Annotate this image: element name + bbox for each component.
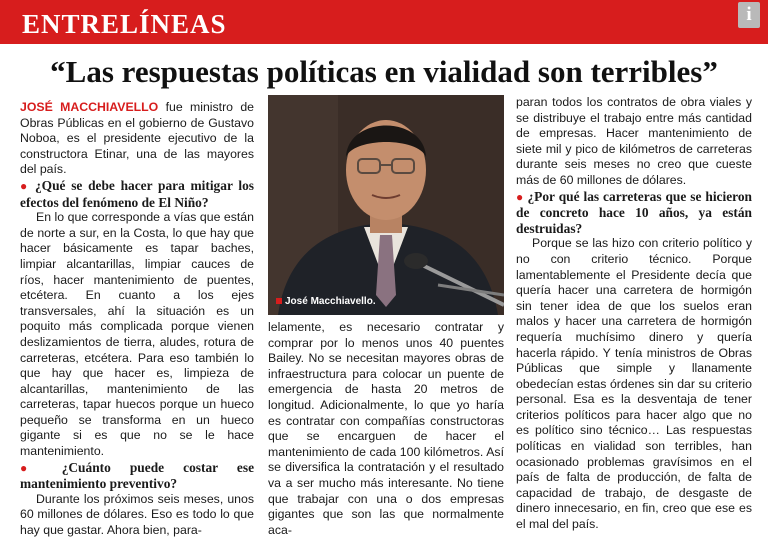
caption-square-icon	[276, 298, 282, 304]
question-3	[516, 189, 752, 237]
photo-caption-text: José Macchiavello.	[285, 296, 376, 307]
lead-paragraph	[20, 100, 254, 178]
section-title: ENTRELÍNEAS	[22, 9, 227, 39]
answer-2-part-2: lelamente, es necesario contratar y comprar por lo menos unos 40 puentes Bailey. No se necesitan mayores obras de infraestructura para colocar un puente de emergencia de hasta 20 metros de longitud. Adicionalmente, lo que yo haría es contratar con compañías constructoras que se encarguen de hacer el mantenimiento de cada 100 kilómetros. Así se diversifica la contratación y el resultado va a ser mucho más interesante. No tiene que trabajar con una o dos empresas gigantes que son las que normalmente aca-	[268, 320, 504, 537]
interviewee-name: JOSÉ MACCHIAVELLO	[20, 100, 159, 114]
question-2	[20, 460, 254, 492]
answer-2-part-3: paran todos los contratos de obra viales y se distribuye el trabajo entre más cantidad de empresas. Hacer mantenimiento de siete mil y pico de kilómetros de carreteras durante seis meses no creo que cueste más de 60 millones de dólares.	[516, 95, 752, 187]
bullet-icon: ●	[20, 460, 62, 475]
info-icon[interactable]: i	[738, 2, 760, 28]
bullet-icon: ●	[516, 189, 528, 204]
headline: “Las respuestas políticas en vialidad son terribles”	[50, 54, 718, 89]
photo-caption	[276, 296, 376, 307]
article-column-3	[516, 95, 752, 533]
question-1-text: ¿Qué se debe hacer para mitigar los efectos del fenómeno de El Niño?	[20, 177, 254, 210]
portrait-illustration	[268, 95, 504, 315]
article-column-1	[20, 100, 254, 539]
question-2-text: ¿Cuánto puede costar ese mantenimiento preventivo?	[20, 459, 255, 492]
bullet-icon: ●	[20, 178, 35, 193]
section-banner	[0, 0, 768, 44]
answer-2-part-1: Durante los próximos seis meses, unos 60 millones de dólares. Eso es todo lo que hay que gastar. Ahora bien, para-	[20, 491, 254, 538]
question-1	[20, 178, 254, 210]
answer-3: Porque se las hizo con criterio político y no con criterio técnico. Porque lamentablemente el Presidente decía que quería hacer una carretera de hormigón sin tener idea de que los suelos eran malos y hacer una carretera de hormigón requería muchísimo dinero y quería hacerla rápido. Y tenía ministros de Obras Públicas que simple y llanamente obedecían estas órdenes sin dar su criterio personal. Esa es la desventaja de tener criterios políticos para hacer algo que no es político sino técnico… Las respuestas políticas en vialidad son terribles, han ocasionado problemas gravísimos en el país de falta de producción, de falta de capacidad de trabajo, de desgaste de dinero innecesario, en fin, creo que ese es el mal del país.	[516, 236, 752, 532]
article-column-2	[268, 320, 504, 538]
lead-text: fue ministro de Obras Públicas en el gobierno de Gustavo Noboa, es el presidente ejecutivo de la constructora Etinar, una de las mayores del país.	[20, 100, 254, 177]
question-3-text: ¿Por qué las carreteras que se hicieron de concreto hace 10 años, ya están destruidas?	[516, 188, 753, 236]
answer-1: En lo que corresponde a vías que están de norte a sur, en la Costa, lo que hay que hacer básicamente es tapar baches, limpiar alcantarillas, limpiar cauces de ríos, hacer mantenimiento de puentes, etcétera. En cuanto a los ejes transversales, ahí la situación es un poquito más complicada porque vienen deslizamientos de tierra, aludes, rotura de carreteras, etcétera. Para eso también lo que hay que hacer es, limpieza de alcantarillas, mantenimiento de las carreteras, tapar huecos porque un hueco pequeño se transforma en un hueco gigante si es que no se le hace mantenimiento.	[20, 210, 254, 459]
interviewee-photo	[268, 95, 504, 315]
